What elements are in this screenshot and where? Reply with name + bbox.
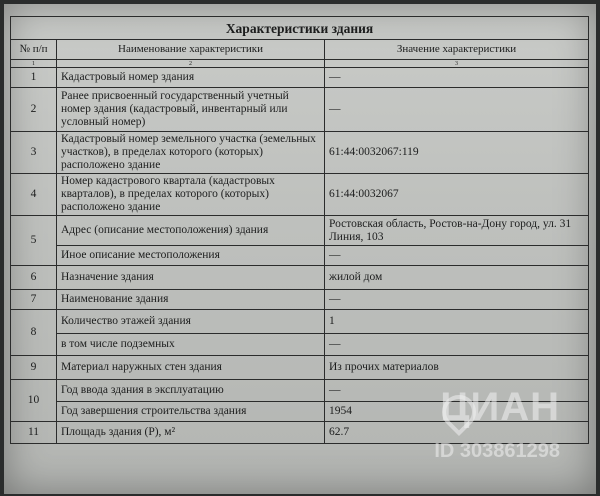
row-number: 5 xyxy=(11,216,57,266)
row-value: 61:44:0032067:119 xyxy=(325,132,589,174)
table-subrow xyxy=(11,334,589,356)
table-row xyxy=(11,216,589,246)
row-sub-value: 1954 xyxy=(325,402,589,422)
row-value: 1 xyxy=(325,310,589,334)
table-row xyxy=(11,174,589,216)
row-number: 7 xyxy=(11,290,57,310)
table-title: Характеристики здания xyxy=(11,17,589,40)
table-row xyxy=(11,310,589,334)
header-num: № п/п xyxy=(11,40,57,60)
table-row xyxy=(11,290,589,310)
row-name: Материал наружных стен здания xyxy=(57,356,325,380)
row-name: Кадастровый номер земельного участка (земельных участков), в пределах которого (которых) расположено здание xyxy=(57,132,325,174)
building-characteristics-table xyxy=(10,16,589,444)
row-sub-name: Год завершения строительства здания xyxy=(57,402,325,422)
row-name: Площадь здания (Р), м² xyxy=(57,422,325,444)
row-name: Номер кадастрового квартала (кадастровых кварталов), в пределах которого (которых) расположено здание xyxy=(57,174,325,216)
table-row xyxy=(11,132,589,174)
row-number: 8 xyxy=(11,310,57,356)
row-number: 9 xyxy=(11,356,57,380)
column-number: 1 xyxy=(11,60,57,68)
row-name: Ранее присвоенный государственный учетный номер здания (кадастровый, инвентарный или условный номер) xyxy=(57,88,325,132)
row-number: 4 xyxy=(11,174,57,216)
header-name: Наименование характеристики xyxy=(57,40,325,60)
row-number: 6 xyxy=(11,266,57,290)
row-value: — xyxy=(325,88,589,132)
table-row xyxy=(11,356,589,380)
row-value: Ростовская область, Ростов-на-Дону город, ул. 31 Линия, 103 xyxy=(325,216,589,246)
row-sub-name: Иное описание местоположения xyxy=(57,246,325,266)
row-number: 2 xyxy=(11,88,57,132)
row-value: жилой дом xyxy=(325,266,589,290)
table-subrow xyxy=(11,246,589,266)
row-name: Адрес (описание местоположения) здания xyxy=(57,216,325,246)
row-value: — xyxy=(325,290,589,310)
header-value: Значение характеристики xyxy=(325,40,589,60)
watermark-brand: ЦИАН xyxy=(440,385,560,429)
row-name: Назначение здания xyxy=(57,266,325,290)
row-name: Количество этажей здания xyxy=(57,310,325,334)
row-number: 11 xyxy=(11,422,57,444)
column-number: 2 xyxy=(57,60,325,68)
row-sub-value: — xyxy=(325,246,589,266)
watermark-id: ID 303861298 xyxy=(434,440,560,462)
row-number: 10 xyxy=(11,380,57,422)
row-name: Год ввода здания в эксплуатацию xyxy=(57,380,325,402)
row-value: — xyxy=(325,380,589,402)
row-value: 61:44:0032067 xyxy=(325,174,589,216)
row-sub-name: в том числе подземных xyxy=(57,334,325,356)
table-row xyxy=(11,266,589,290)
row-name: Наименование здания xyxy=(57,290,325,310)
row-value: — xyxy=(325,68,589,88)
column-number: 3 xyxy=(325,60,589,68)
table-row xyxy=(11,68,589,88)
row-sub-value: — xyxy=(325,334,589,356)
row-number: 3 xyxy=(11,132,57,174)
row-number: 1 xyxy=(11,68,57,88)
row-value: Из прочих материалов xyxy=(325,356,589,380)
row-name: Кадастровый номер здания xyxy=(57,68,325,88)
row-value: 62.7 xyxy=(325,422,589,444)
table-row xyxy=(11,88,589,132)
